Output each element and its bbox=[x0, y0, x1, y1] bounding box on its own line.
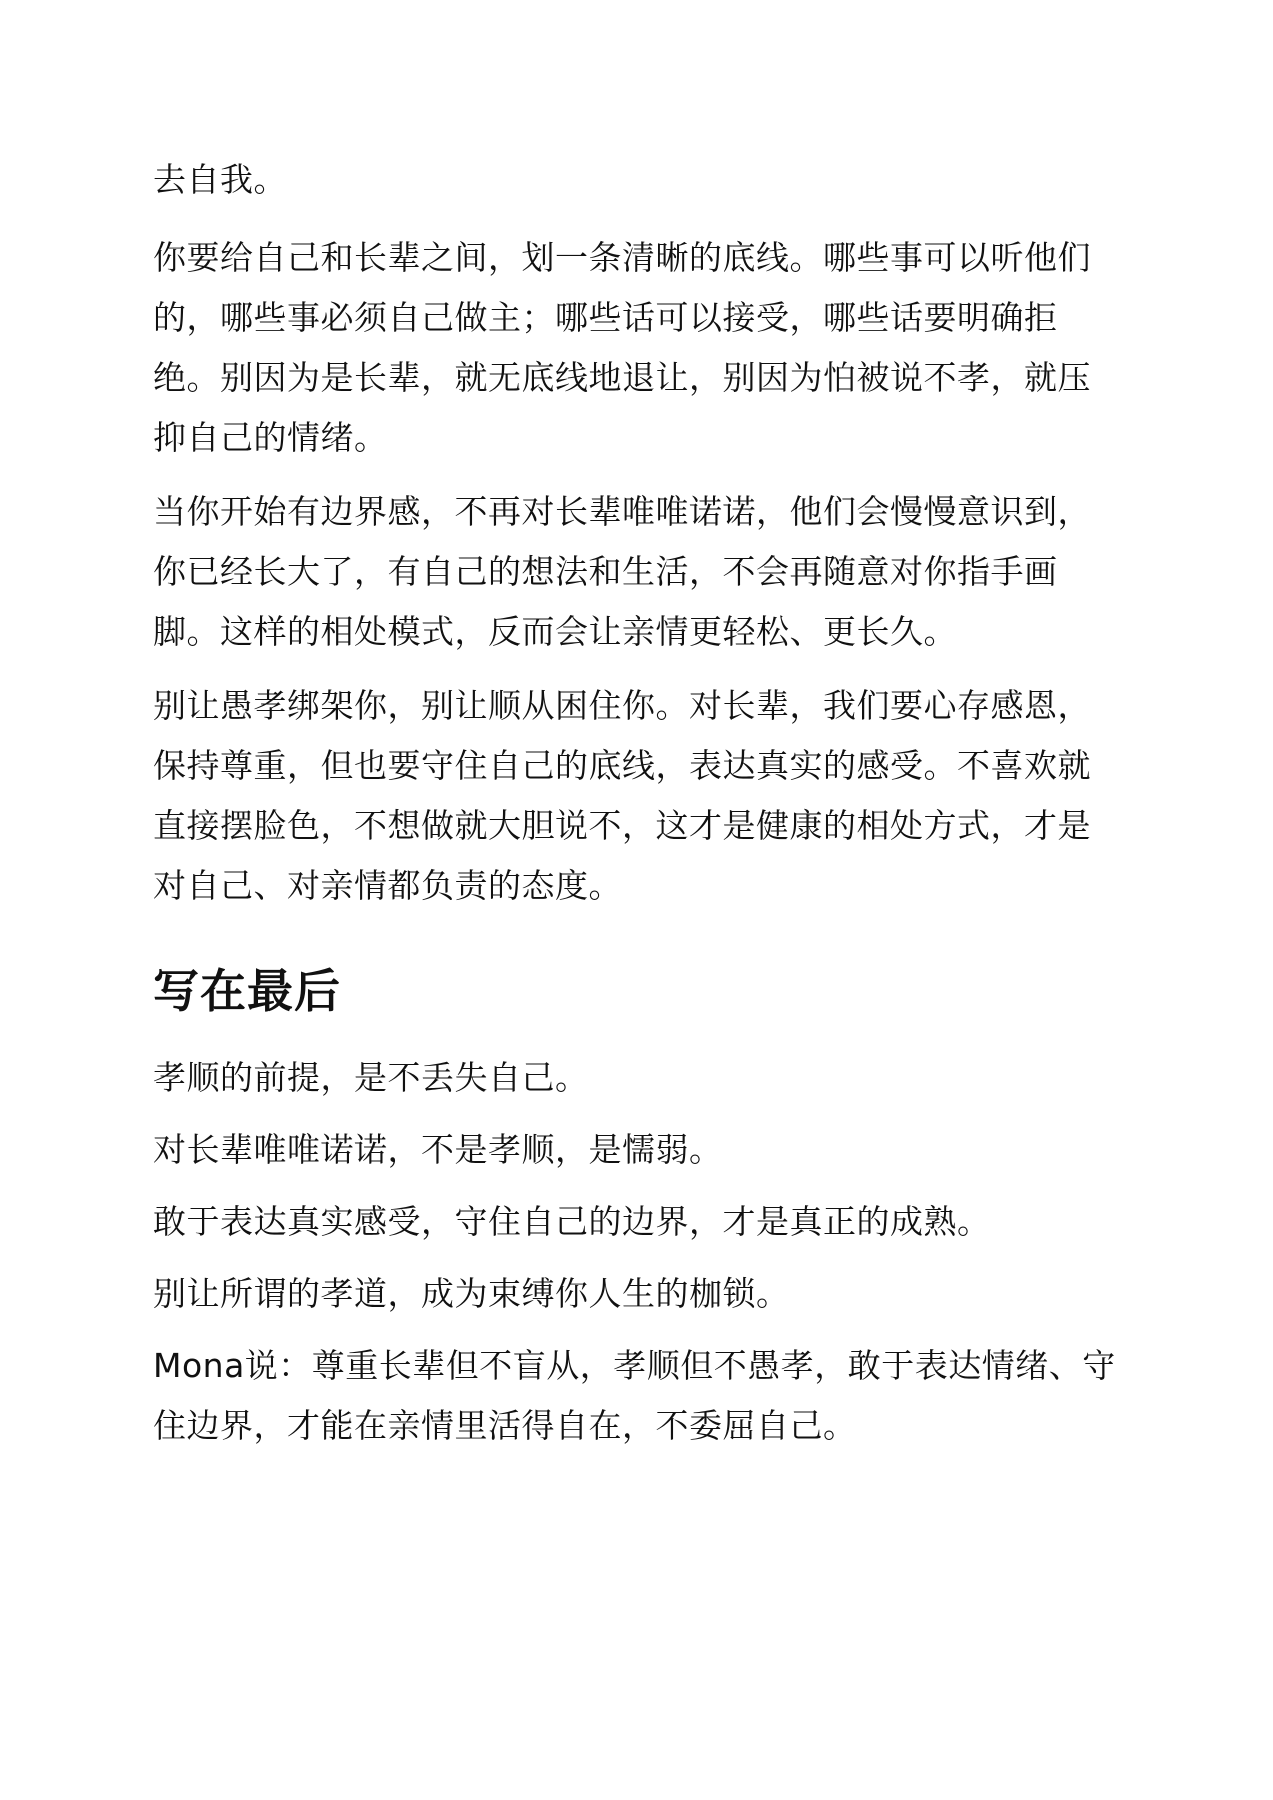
paragraph-boundary: 你要给自己和长辈之间，划一条清晰的底线。哪些事可以听他们的，哪些事必须自己做主；哪些话可以接受，哪些话要明确拒绝。别因为是长辈，就无底线地退让，别因为怕被说不孝，就压抑自己的情绪。 bbox=[153, 238, 1091, 457]
section-heading: 写在最后 bbox=[153, 964, 341, 1018]
paragraph-continuation: 去自我。 bbox=[153, 160, 287, 199]
closing-line-3: 敢于表达真实感受，守住自己的边界，才是真正的成熟。 bbox=[153, 1202, 991, 1241]
closing-line-4: 别让所谓的孝道，成为束缚你人生的枷锁。 bbox=[153, 1274, 790, 1313]
closing-line-2: 对长辈唯唯诺诺，不是孝顺，是懦弱。 bbox=[153, 1130, 723, 1169]
paragraph-boundary-sense: 当你开始有边界感，不再对长辈唯唯诺诺，他们会慢慢意识到，你已经长大了，有自己的想法和生活，不会再随意对你指手画脚。这样的相处模式，反而会让亲情更轻松、更长久。 bbox=[153, 492, 1091, 651]
closing-line-1: 孝顺的前提，是不丢失自己。 bbox=[153, 1058, 589, 1097]
closing-summary: Mona说：尊重长辈但不盲从，孝顺但不愚孝，敢于表达情绪、守住边界，才能在亲情里活得自在，不委屈自己。 bbox=[153, 1346, 1116, 1445]
paragraph-respect: 别让愚孝绑架你，别让顺从困住你。对长辈，我们要心存感恩，保持尊重，但也要守住自己的底线，表达真实的感受。不喜欢就直接摆脸色，不想做就大胆说不，这才是健康的相处方式，才是对自己、对亲情都负责的态度。 bbox=[153, 686, 1091, 905]
document-page bbox=[153, 150, 1123, 1470]
